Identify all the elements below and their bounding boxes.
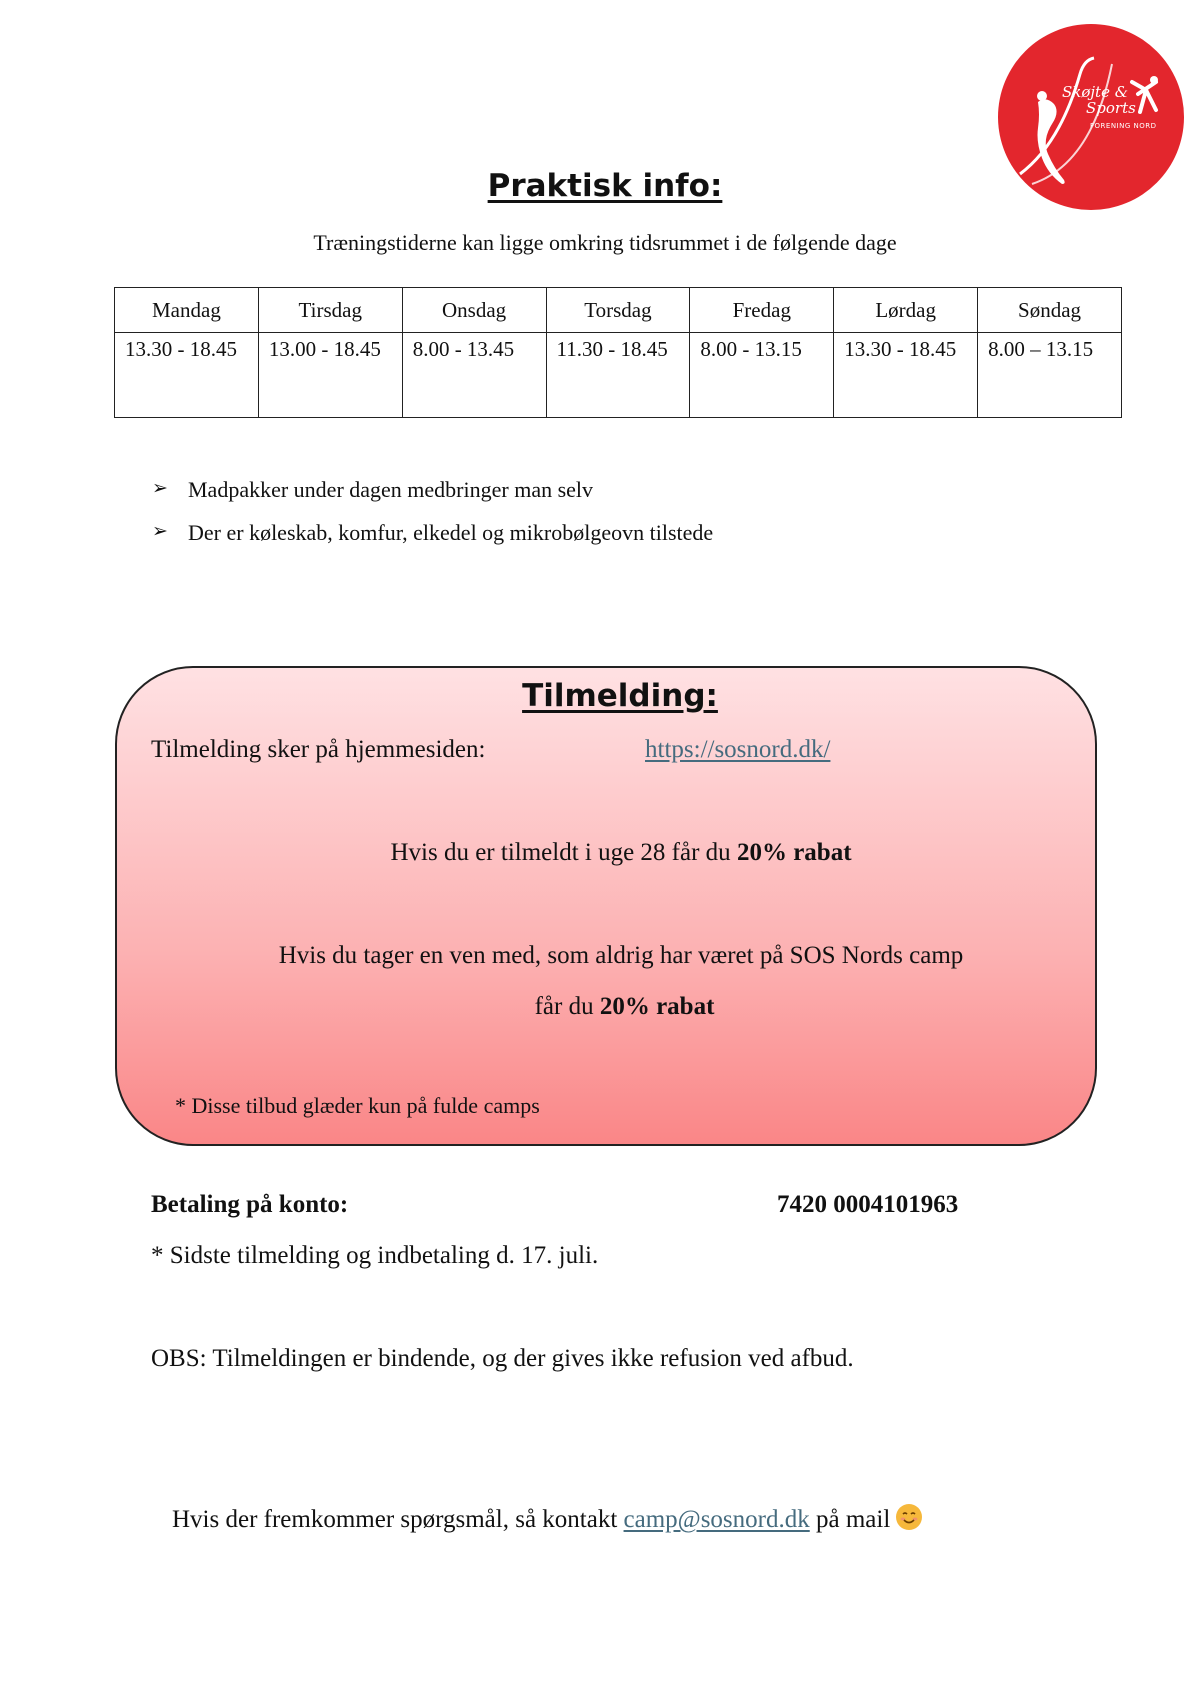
day-header: Mandag [115,288,259,333]
day-header: Torsdag [546,288,690,333]
time-cell: 8.00 - 13.45 [402,333,546,418]
payment-label: Betaling på konto: [151,1191,349,1218]
time-cell: 13.00 - 18.45 [258,333,402,418]
logo-line-2: Sports [1086,99,1136,117]
day-header: Onsdag [402,288,546,333]
info-bullet-list [152,477,713,563]
registration-title: Tilmelding: [522,678,718,714]
time-cell: 8.00 - 13.15 [690,333,834,418]
offer-friend-discount: 20% rabat [599,993,715,1020]
payment-account: 7420 0004101963 [777,1191,959,1218]
time-cell: 13.30 - 18.45 [115,333,259,418]
day-header: Tirsdag [258,288,402,333]
page-title: Praktisk info: [487,168,723,204]
logo-wordmark [1062,84,1136,116]
contact-line [172,1504,922,1534]
website-label: Tilmelding sker på hjemmesiden: [151,736,486,763]
website-link[interactable]: https://sosnord.dk/ [645,736,831,763]
time-cell: 11.30 - 18.45 [546,333,690,418]
day-header: Fredag [690,288,834,333]
bullet-text: Madpakker under dagen medbringer man selv [188,477,594,502]
logo-line-1: Skøjte & [1062,83,1129,101]
bullet-text: Der er køleskab, komfur, elkedel og mikrobølgeovn tilstede [188,520,714,545]
offer-week28-text: Hvis du er tilmeldt i uge 28 får du [390,839,737,866]
time-cell: 13.30 - 18.45 [834,333,978,418]
arrow-bullet-icon: ➢ [152,520,168,542]
page-subtitle: Træningstiderne kan ligge omkring tidsrummet i de følgende dage [313,230,897,255]
list-item [152,477,713,520]
day-header: Lørdag [834,288,978,333]
day-header: Søndag [978,288,1122,333]
offer-friend-line2 [0,993,1200,1021]
contact-email-link[interactable]: camp@sosnord.dk [623,1506,810,1533]
smiling-face-icon [896,1504,922,1530]
offer-week28-discount: 20% rabat [736,839,852,866]
contact-prefix: Hvis der fremkommer spørgsmål, så kontakt [172,1506,624,1533]
schedule-table [114,287,1122,418]
list-item [152,520,713,563]
offer-footnote: * Disse tilbud glæder kun på fulde camps [175,1093,540,1118]
schedule-header-row [115,288,1122,333]
payment-deadline: * Sidste tilmelding og indbetaling d. 17. juli. [151,1242,599,1269]
logo-subline: FORENING NORD [1090,122,1157,130]
offer-week28 [0,839,1200,867]
offer-friend-line1: Hvis du tager en ven med, som aldrig har været på SOS Nords camp [278,942,964,969]
offer-friend-text: får du [534,993,600,1020]
arrow-bullet-icon: ➢ [152,477,168,499]
time-cell: 8.00 – 13.15 [978,333,1122,418]
contact-suffix: på mail [809,1506,891,1533]
schedule-times-row [115,333,1122,418]
obs-note: OBS: Tilmeldingen er bindende, og der gives ikke refusion ved afbud. [151,1345,854,1372]
